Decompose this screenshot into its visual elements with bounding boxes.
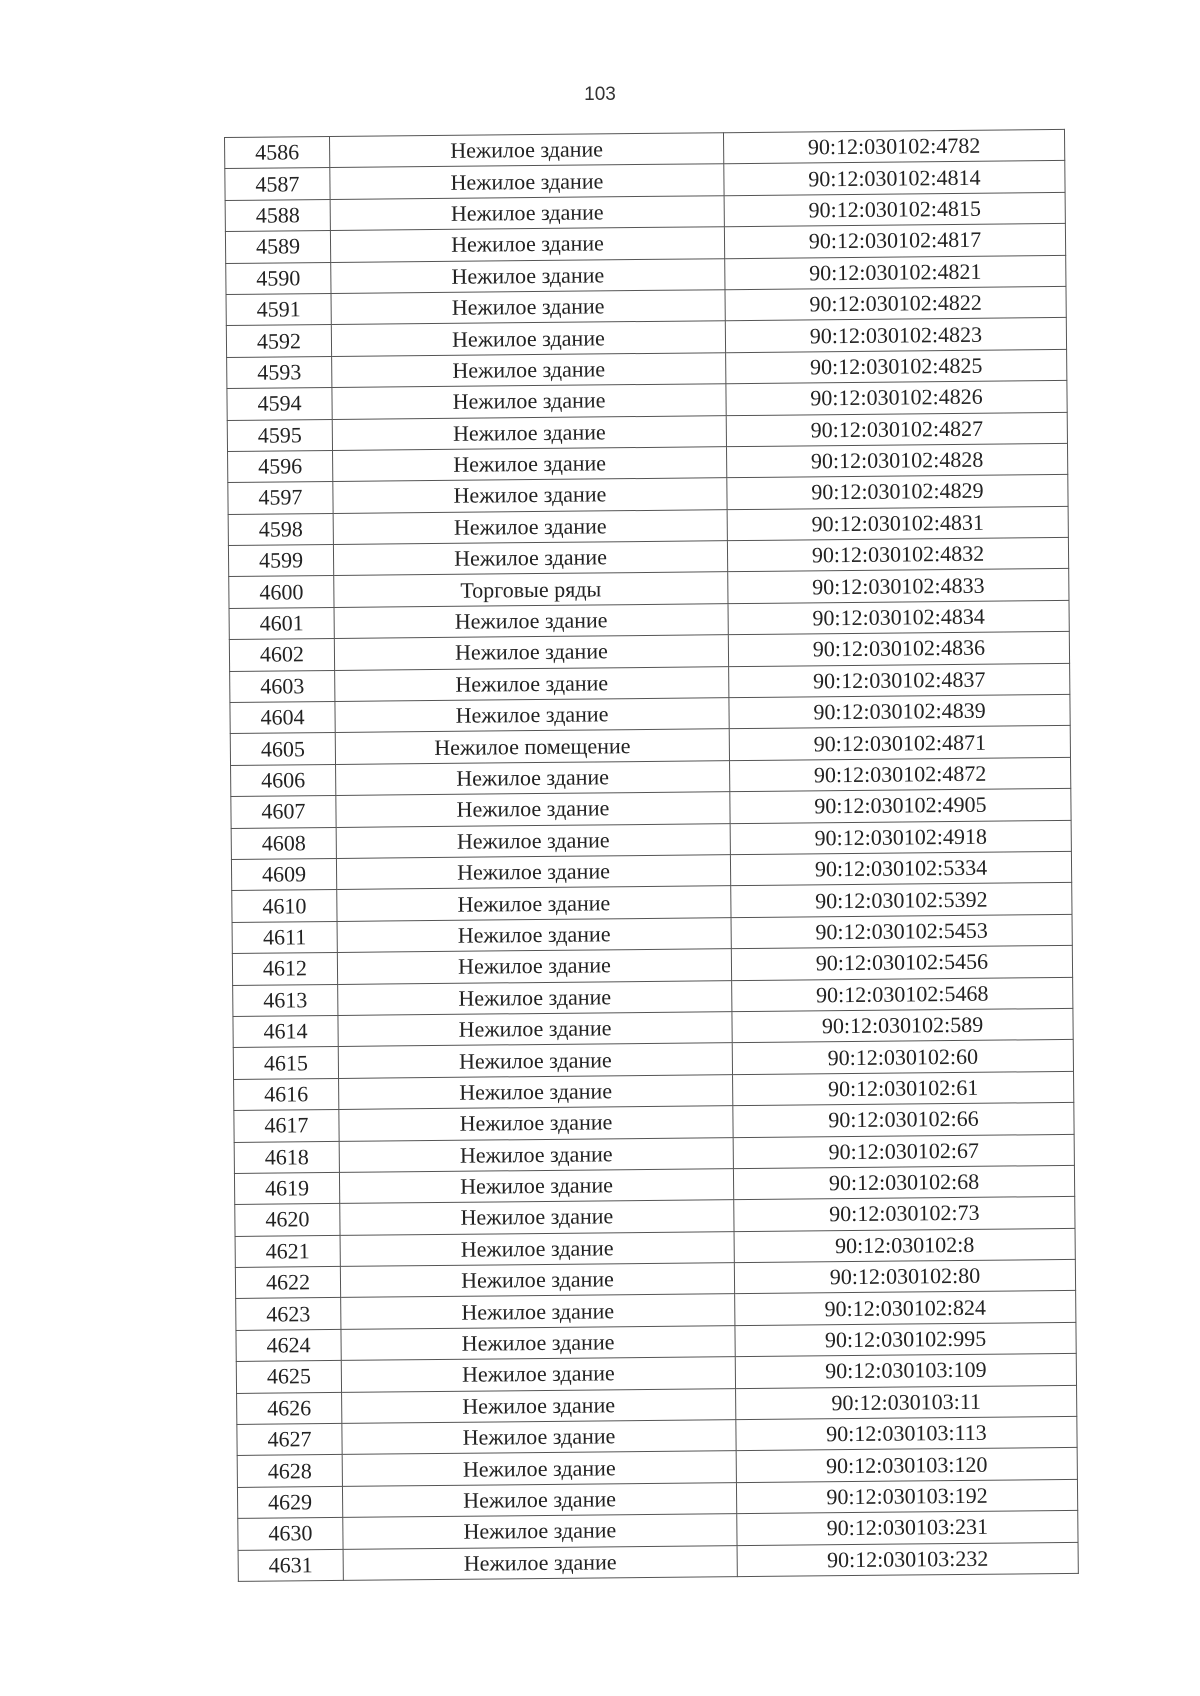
object-type-cell: Нежилое здание <box>333 478 727 513</box>
cadastral-number-cell: 90:12:030102:4822 <box>725 286 1066 321</box>
cadastral-number-cell: 90:12:030102:995 <box>735 1322 1076 1357</box>
object-type-cell: Нежилое здание <box>340 1263 734 1298</box>
cadastral-number-cell: 90:12:030102:67 <box>733 1134 1074 1169</box>
cadastral-number-cell: 90:12:030102:8 <box>734 1228 1075 1263</box>
cadastral-number-cell: 90:12:030102:4905 <box>730 789 1071 824</box>
cadastral-number-cell: 90:12:030102:4834 <box>728 600 1069 635</box>
cadastral-number-cell: 90:12:030102:68 <box>733 1165 1074 1200</box>
row-number-cell: 4613 <box>233 984 338 1016</box>
row-number-cell: 4606 <box>231 764 336 796</box>
cadastral-number-cell: 90:12:030102:4815 <box>724 192 1065 227</box>
cadastral-number-cell: 90:12:030102:4825 <box>726 349 1067 384</box>
object-type-cell: Нежилое здание <box>332 384 726 419</box>
object-type-cell: Нежилое здание <box>338 1043 732 1078</box>
object-type-cell: Нежилое здание <box>338 980 732 1015</box>
row-number-cell: 4617 <box>234 1110 339 1142</box>
object-type-cell: Нежилое здание <box>342 1388 736 1423</box>
object-type-cell: Нежилое здание <box>329 133 723 168</box>
row-number-cell: 4598 <box>228 513 333 545</box>
row-number-cell: 4611 <box>232 921 337 953</box>
row-number-cell: 4592 <box>226 325 331 357</box>
row-number-cell: 4593 <box>227 356 332 388</box>
row-number-cell: 4591 <box>226 293 331 325</box>
cadastral-number-cell: 90:12:030102:824 <box>735 1291 1076 1326</box>
object-type-cell: Нежилое здание <box>336 760 730 795</box>
cadastral-number-cell: 90:12:030103:11 <box>736 1385 1077 1420</box>
object-type-cell: Нежилое здание <box>330 227 724 262</box>
cadastral-number-cell: 90:12:030103:231 <box>737 1511 1078 1546</box>
row-number-cell: 4596 <box>228 450 333 482</box>
cadastral-number-cell: 90:12:030102:73 <box>734 1197 1075 1232</box>
object-type-cell: Нежилое здание <box>343 1545 737 1580</box>
cadastral-number-cell: 90:12:030102:4782 <box>723 129 1064 164</box>
object-type-cell: Нежилое здание <box>335 698 729 733</box>
object-type-cell: Нежилое здание <box>330 195 724 230</box>
object-type-cell: Нежилое здание <box>337 886 731 921</box>
object-type-cell: Нежилое здание <box>340 1231 734 1266</box>
object-type-cell: Нежилое здание <box>340 1200 734 1235</box>
row-number-cell: 4624 <box>236 1329 341 1361</box>
cadastral-number-cell: 90:12:030102:4837 <box>729 663 1070 698</box>
object-type-cell: Нежилое здание <box>343 1514 737 1549</box>
cadastral-number-cell: 90:12:030102:4871 <box>729 726 1070 761</box>
cadastral-number-cell: 90:12:030102:5392 <box>731 883 1072 918</box>
object-type-cell: Нежилое здание <box>342 1482 736 1517</box>
row-number-cell: 4607 <box>231 796 336 828</box>
row-number-cell: 4590 <box>226 262 331 294</box>
cadastral-number-cell: 90:12:030102:4839 <box>729 694 1070 729</box>
row-number-cell: 4618 <box>234 1141 339 1173</box>
object-type-cell: Нежилое здание <box>338 1012 732 1047</box>
row-number-cell: 4621 <box>235 1235 340 1267</box>
cadastral-number-cell: 90:12:030102:4833 <box>728 569 1069 604</box>
object-type-cell: Нежилое здание <box>339 1137 733 1172</box>
row-number-cell: 4601 <box>229 607 334 639</box>
cadastral-number-cell: 90:12:030103:109 <box>735 1354 1076 1389</box>
cadastral-number-cell: 90:12:030102:4831 <box>727 506 1068 541</box>
cadastral-number-cell: 90:12:030102:4817 <box>724 224 1065 259</box>
object-type-cell: Нежилое здание <box>337 949 731 984</box>
object-type-cell: Нежилое здание <box>336 855 730 890</box>
row-number-cell: 4605 <box>230 733 335 765</box>
cadastral-number-cell: 90:12:030102:80 <box>734 1259 1075 1294</box>
row-number-cell: 4628 <box>237 1455 342 1487</box>
cadastral-number-cell: 90:12:030102:61 <box>733 1071 1074 1106</box>
row-number-cell: 4588 <box>225 199 330 231</box>
object-type-cell: Нежилое здание <box>336 823 730 858</box>
row-number-cell: 4612 <box>232 953 337 985</box>
cadastral-number-cell: 90:12:030102:66 <box>733 1102 1074 1137</box>
cadastral-number-cell: 90:12:030103:232 <box>737 1542 1078 1577</box>
object-type-cell: Нежилое здание <box>333 509 727 544</box>
row-number-cell: 4623 <box>236 1298 341 1330</box>
row-number-cell: 4616 <box>234 1078 339 1110</box>
object-type-cell: Нежилое здание <box>334 635 728 670</box>
cadastral-number-cell: 90:12:030102:4826 <box>726 381 1067 416</box>
object-type-cell: Нежилое здание <box>339 1106 733 1141</box>
cadastral-number-cell: 90:12:030102:60 <box>732 1040 1073 1075</box>
object-type-cell: Нежилое здание <box>330 164 724 199</box>
registry-table <box>224 129 1079 1582</box>
cadastral-number-cell: 90:12:030102:4872 <box>730 757 1071 792</box>
cadastral-number-cell: 90:12:030102:4827 <box>726 412 1067 447</box>
object-type-cell: Торговые ряды <box>334 572 728 607</box>
object-type-cell: Нежилое здание <box>335 666 729 701</box>
cadastral-number-cell: 90:12:030102:4918 <box>730 820 1071 855</box>
cadastral-number-cell: 90:12:030102:4829 <box>727 475 1068 510</box>
row-number-cell: 4589 <box>225 231 330 263</box>
cadastral-number-cell: 90:12:030102:5468 <box>732 977 1073 1012</box>
row-number-cell: 4622 <box>235 1266 340 1298</box>
object-type-cell: Нежилое здание <box>342 1420 736 1455</box>
row-number-cell: 4620 <box>235 1204 340 1236</box>
object-type-cell: Нежилое здание <box>339 1169 733 1204</box>
object-type-cell: Нежилое здание <box>341 1357 735 1392</box>
row-number-cell: 4629 <box>237 1486 342 1518</box>
row-number-cell: 4602 <box>229 639 334 671</box>
object-type-cell: Нежилое здание <box>341 1294 735 1329</box>
object-type-cell: Нежилое здание <box>342 1451 736 1486</box>
object-type-cell: Нежилое здание <box>333 541 727 576</box>
row-number-cell: 4608 <box>231 827 336 859</box>
object-type-cell: Нежилое помещение <box>335 729 729 764</box>
cadastral-number-cell: 90:12:030102:4814 <box>724 161 1065 196</box>
table-row <box>238 1542 1078 1581</box>
row-number-cell: 4595 <box>227 419 332 451</box>
cadastral-number-cell: 90:12:030102:4821 <box>725 255 1066 290</box>
cadastral-number-cell: 90:12:030102:5456 <box>731 946 1072 981</box>
object-type-cell: Нежилое здание <box>331 321 725 356</box>
cadastral-number-cell: 90:12:030103:192 <box>736 1479 1077 1514</box>
row-number-cell: 4604 <box>230 701 335 733</box>
object-type-cell: Нежилое здание <box>337 917 731 952</box>
cadastral-number-cell: 90:12:030102:5334 <box>730 851 1071 886</box>
row-number-cell: 4610 <box>232 890 337 922</box>
cadastral-number-cell: 90:12:030102:4828 <box>726 443 1067 478</box>
row-number-cell: 4587 <box>225 168 330 200</box>
cadastral-number-cell: 90:12:030103:120 <box>736 1448 1077 1483</box>
cadastral-number-cell: 90:12:030102:4823 <box>725 318 1066 353</box>
object-type-cell: Нежилое здание <box>332 352 726 387</box>
row-number-cell: 4630 <box>238 1518 343 1550</box>
cadastral-number-cell: 90:12:030102:5453 <box>731 914 1072 949</box>
row-number-cell: 4627 <box>237 1423 342 1455</box>
row-number-cell: 4609 <box>231 858 336 890</box>
object-type-cell: Нежилое здание <box>331 258 725 293</box>
row-number-cell: 4614 <box>233 1015 338 1047</box>
row-number-cell: 4626 <box>237 1392 342 1424</box>
row-number-cell: 4603 <box>230 670 335 702</box>
object-type-cell: Нежилое здание <box>331 290 725 325</box>
row-number-cell: 4586 <box>225 136 330 168</box>
object-type-cell: Нежилое здание <box>339 1074 733 1109</box>
registry-table-body <box>225 129 1079 1581</box>
row-number-cell: 4600 <box>229 576 334 608</box>
cadastral-number-cell: 90:12:030102:589 <box>732 1008 1073 1043</box>
page-number: 103 <box>584 84 616 105</box>
row-number-cell: 4615 <box>233 1047 338 1079</box>
cadastral-number-cell: 90:12:030102:4836 <box>728 632 1069 667</box>
object-type-cell: Нежилое здание <box>336 792 730 827</box>
object-type-cell: Нежилое здание <box>334 604 728 639</box>
object-type-cell: Нежилое здание <box>333 447 727 482</box>
object-type-cell: Нежилое здание <box>332 415 726 450</box>
row-number-cell: 4599 <box>228 545 333 577</box>
object-type-cell: Нежилое здание <box>341 1325 735 1360</box>
row-number-cell: 4631 <box>238 1549 343 1581</box>
row-number-cell: 4597 <box>228 482 333 514</box>
row-number-cell: 4619 <box>234 1172 339 1204</box>
cadastral-number-cell: 90:12:030102:4832 <box>727 537 1068 572</box>
row-number-cell: 4625 <box>236 1361 341 1393</box>
cadastral-number-cell: 90:12:030103:113 <box>736 1416 1077 1451</box>
row-number-cell: 4594 <box>227 388 332 420</box>
